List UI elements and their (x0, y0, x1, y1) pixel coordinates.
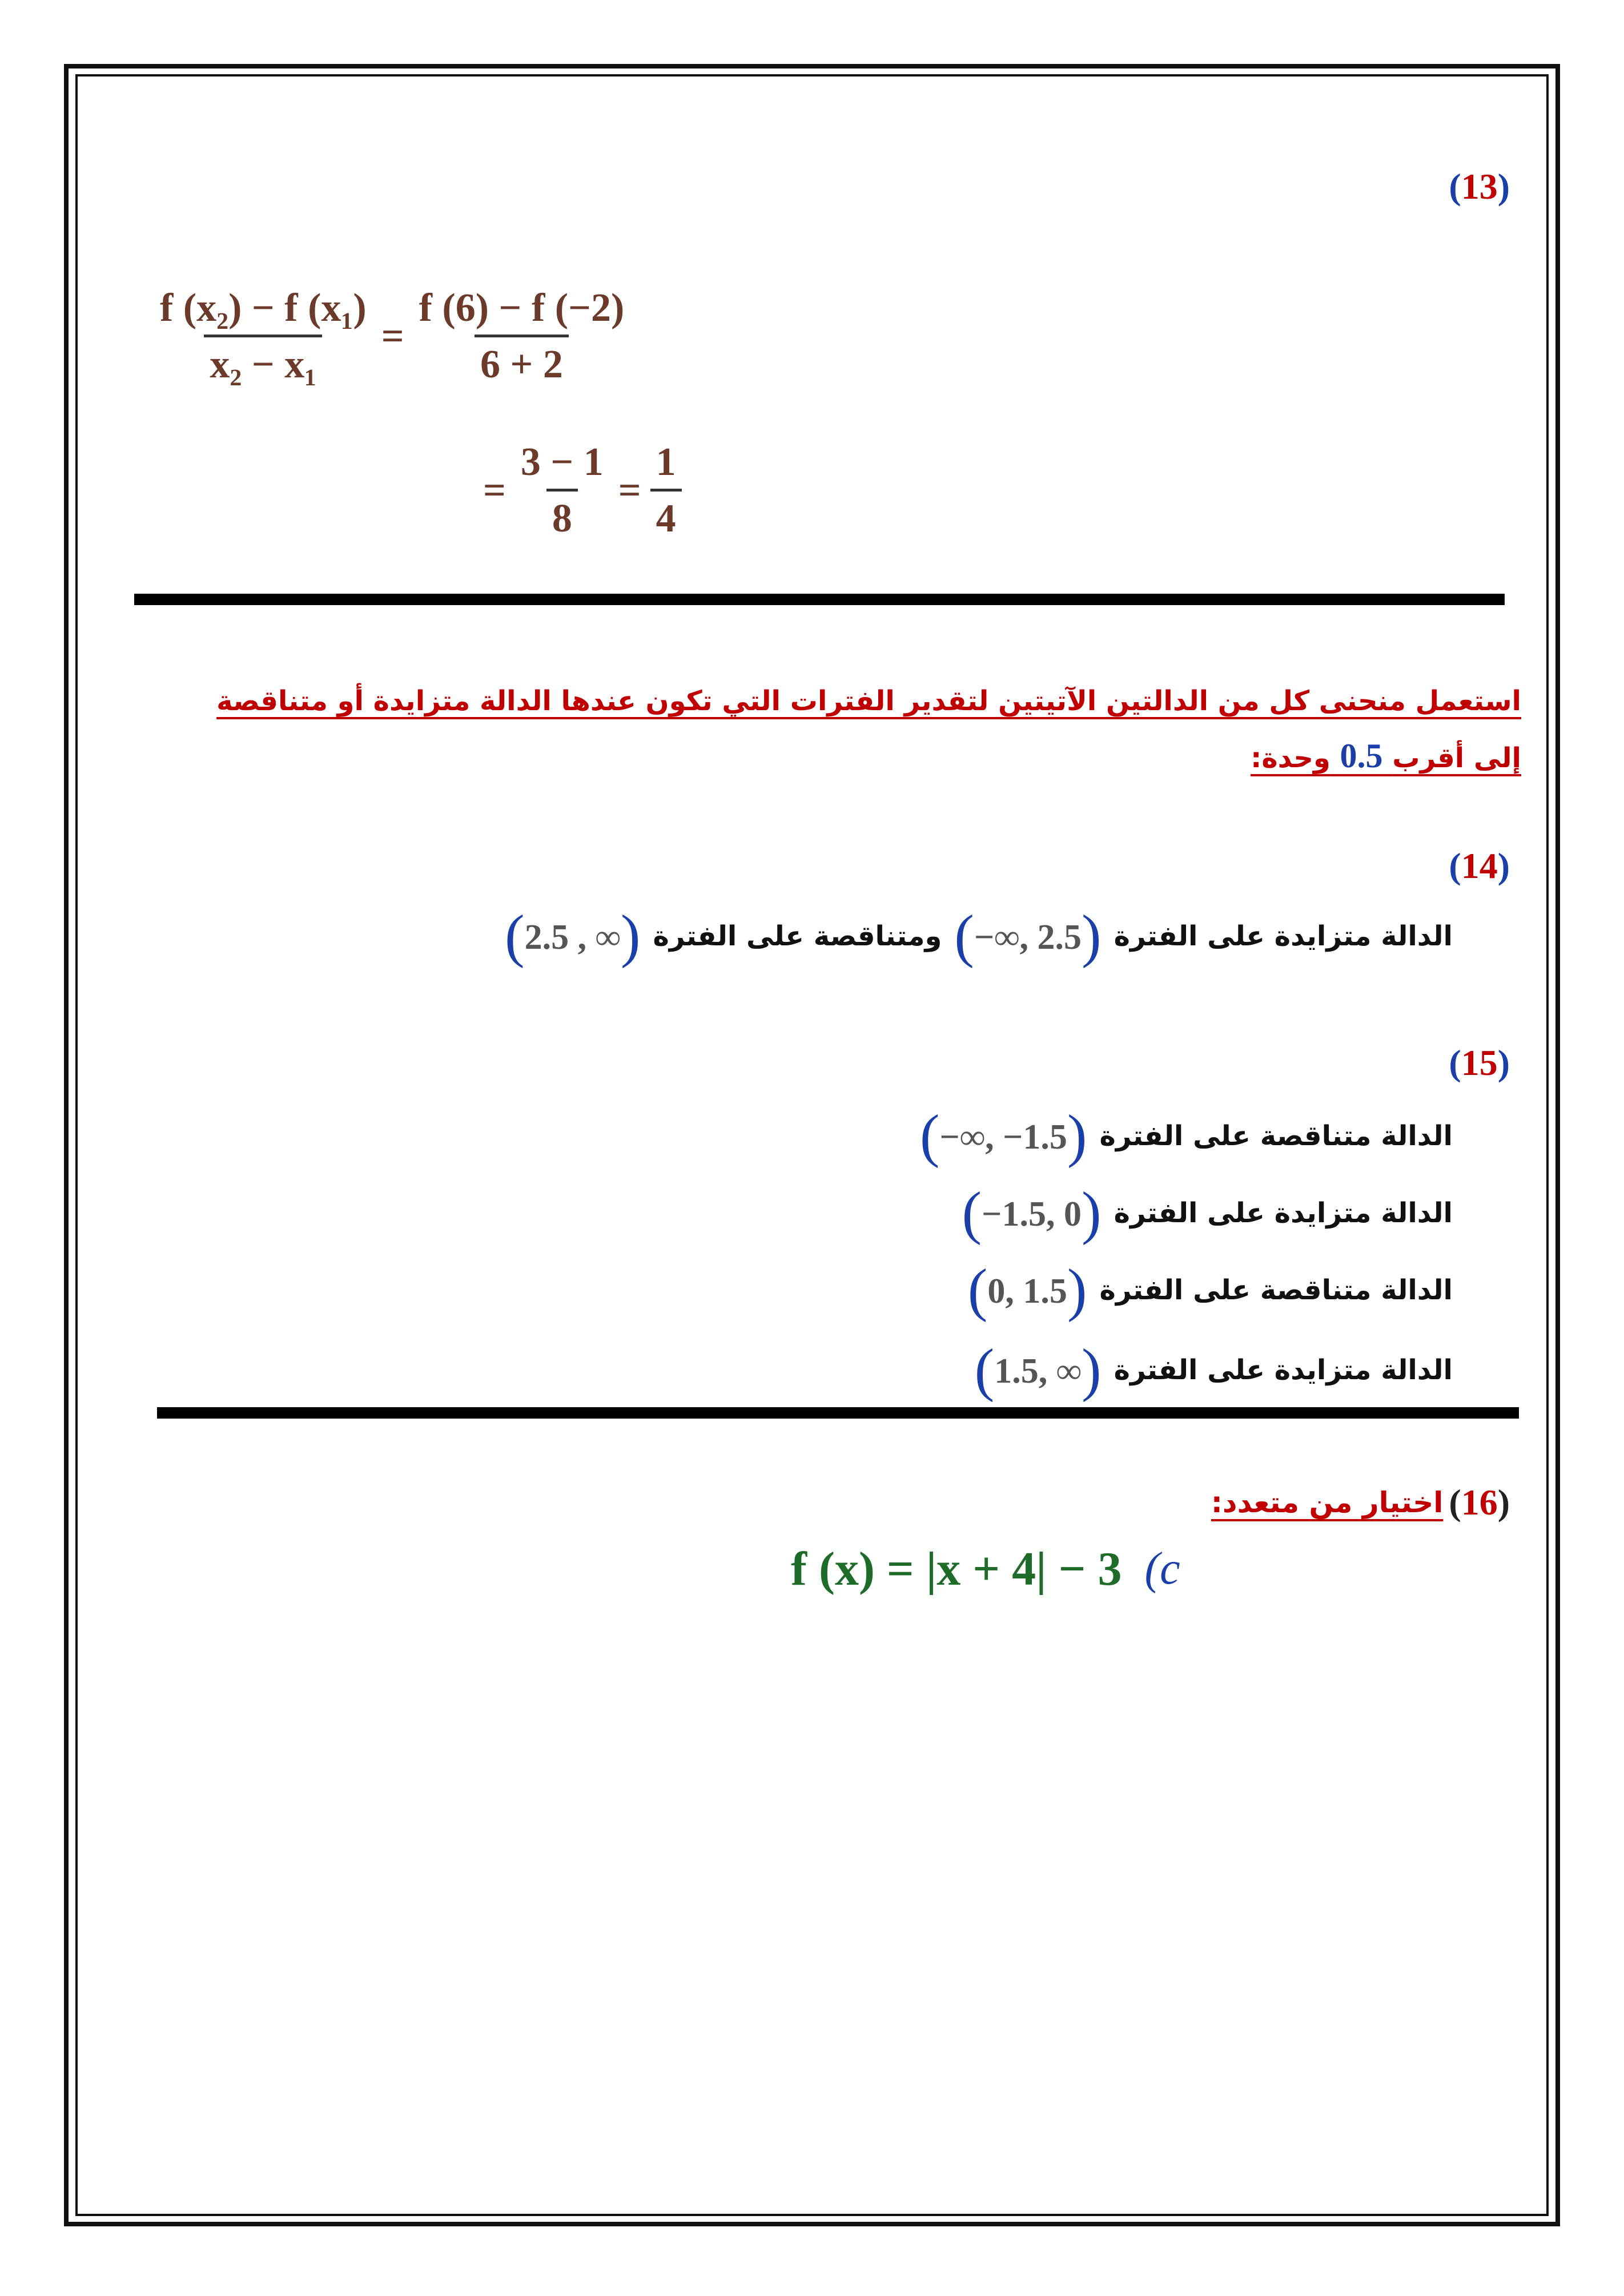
q13-fraction-substituted: $\frac{f (6) - f (-2)}{6 + 2}$ (419, 286, 625, 386)
q13-result: = $\frac{3 - 1}{8}$ = $\frac{1}{4}$ (474, 440, 682, 542)
question-16-number: (16) (1449, 1482, 1510, 1522)
q15-interval: (−∞, −1.5) (919, 1103, 1087, 1169)
q13-fraction-general: $\frac{\text{f (x₂) − f (x₁)}}{\text{x₂ − x₁}}$ (160, 286, 367, 386)
q13-fraction-answer: $\frac{1}{4}$ (650, 440, 682, 542)
divider-2 (157, 1407, 1519, 1419)
q15-row: الدالة متزايدة على الفترة (−1.5, 0) (962, 1180, 1453, 1246)
q15-row: الدالة متزايدة على الفترة (1.5, ∞) (974, 1337, 1453, 1403)
question-14-number: (14) (1449, 845, 1510, 886)
q16-equation: f (x) = |x + 4| − 3 (791, 1542, 1122, 1596)
q13-slope-formula: $\frac{\text{f (x₂) − f (x₁)}}{\text{x₂ − x₁}}$ = $\frac{f (6) - f (-2)}{6 + 2}$ (154, 285, 630, 388)
q15-row: الدالة متناقصة على الفترة (0, 1.5) (967, 1257, 1453, 1323)
question-16-header (1211, 1481, 1510, 1524)
instruction-line-2: إلى أقرب 0.5 وحدة: (1251, 737, 1521, 775)
question-13-number: (13) (1449, 166, 1510, 207)
q15-interval: (1.5, ∞) (974, 1337, 1102, 1403)
q15-interval: (0, 1.5) (967, 1257, 1087, 1323)
question-16-title: اختيار من متعدد: (1211, 1486, 1444, 1519)
q14-interval-decreasing: (2.5 , ∞) (505, 903, 641, 969)
instruction-line-1: استعمل منحنى كل من الدالتين الآتيتين لتقدير الفترات التي تكون عندها الدالة متزايدة أو متناقصة (216, 685, 1521, 717)
q14-answer: الدالة متزايدة على الفترة (−∞, 2.5) ومتناقصة على الفترة (2.5 , ∞) (505, 903, 1453, 969)
q13-fraction-computed: $\frac{3 - 1}{8}$ (520, 440, 604, 541)
q15-interval: (−1.5, 0) (962, 1180, 1102, 1246)
question-15-number: (15) (1449, 1042, 1510, 1083)
q14-interval-increasing: (−∞, 2.5) (954, 903, 1102, 969)
q15-row: الدالة متناقصة على الفترة (−∞, −1.5) (919, 1103, 1453, 1169)
divider-1 (134, 594, 1505, 605)
q16-answer (791, 1541, 1180, 1597)
q16-option-label: (c (1144, 1544, 1180, 1594)
